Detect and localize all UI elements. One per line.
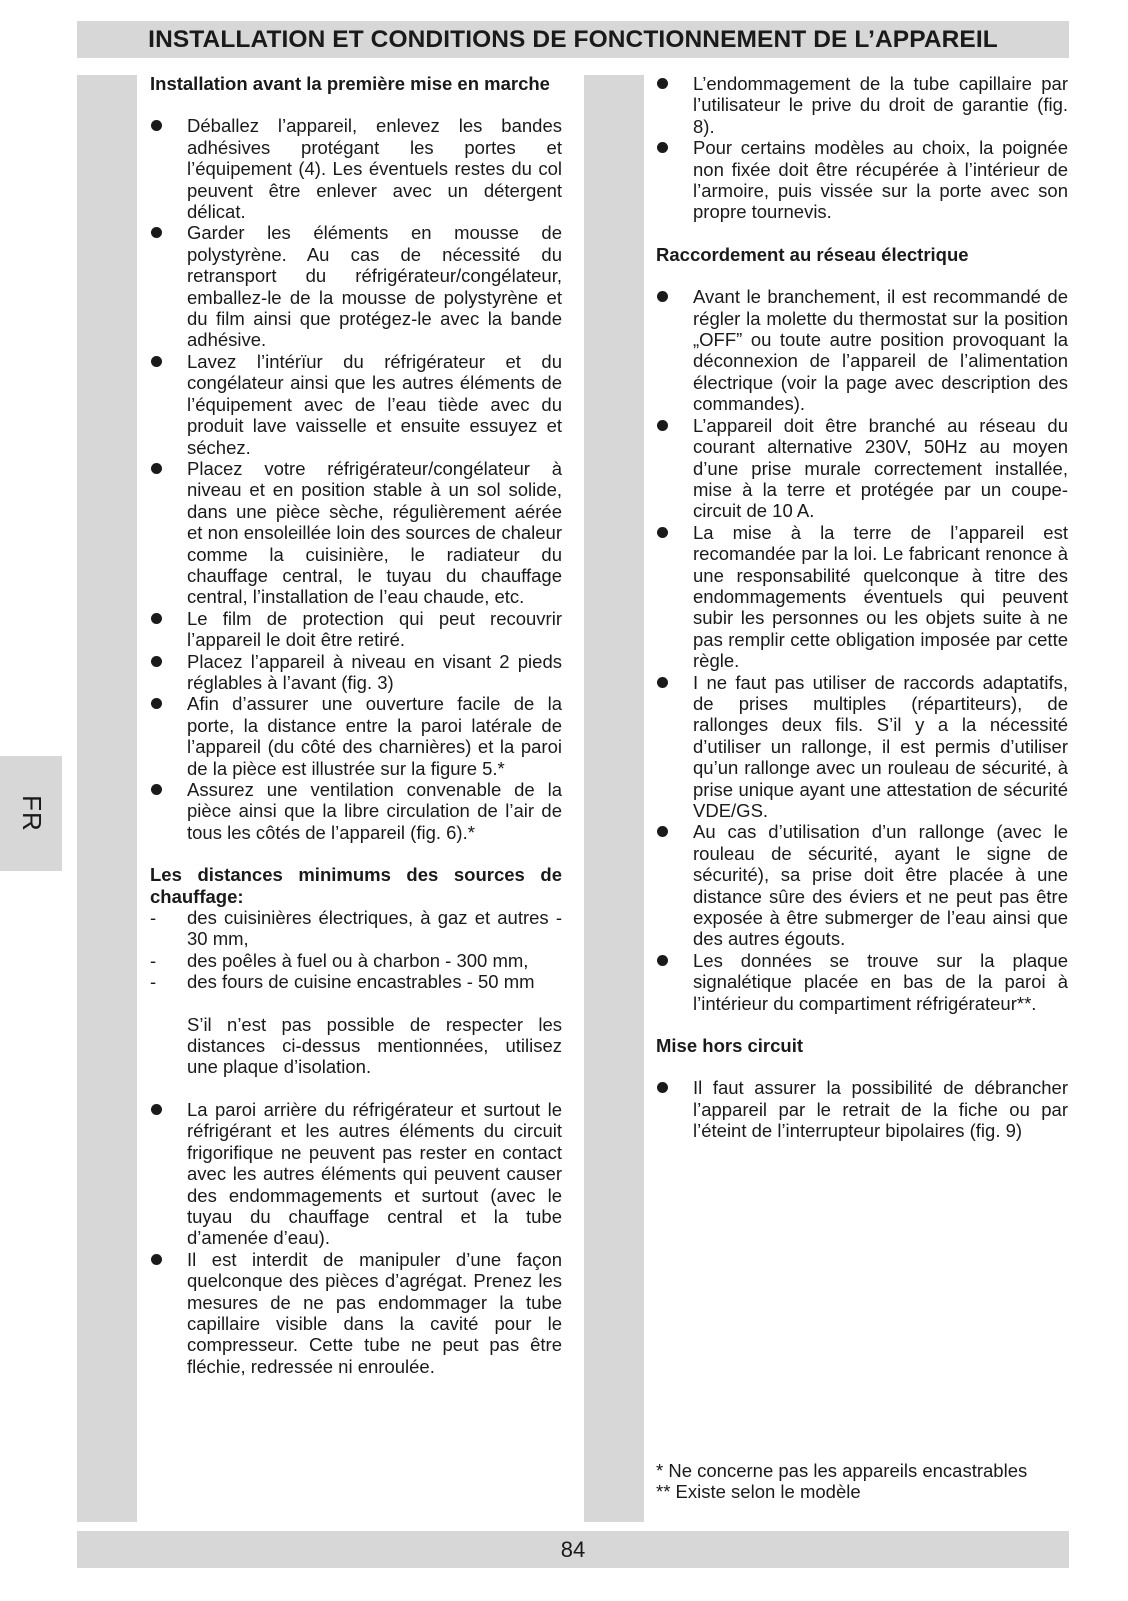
- bullet-icon: [657, 527, 668, 538]
- middle-margin-strip: [584, 75, 644, 1522]
- list-item: Au cas d’utilisation d’un rallonge (avec le rouleau de sécurité, ayant le signe de sécurité), sa prise doit être placée à une distance sûre des éviers et ne peut pas être exposée à être submerger de l’eau ainsi que des autres égouts.: [656, 821, 1068, 949]
- bullet-icon: [657, 420, 668, 431]
- dash-icon: -: [150, 971, 157, 993]
- bullet-icon: [151, 356, 162, 367]
- bullet-icon: [657, 955, 668, 966]
- dash-item: - des cuisinières électriques, à gaz et autres - 30 mm,: [150, 907, 562, 950]
- shutdown-list: [656, 1077, 1068, 1141]
- bullet-icon: [151, 1254, 162, 1265]
- list-item: L’appareil doit être branché au réseau du courant alternative 230V, 50Hz au moyen d’une prise murale correctement installée, mise à la terre et protégée par un coupe-circuit de 10 A.: [656, 415, 1068, 522]
- list-item: Placez l’appareil à niveau en visant 2 pieds réglables à l’avant (fig. 3): [150, 651, 562, 694]
- list-item: Avant le branchement, il est recommandé de régler la molette du thermostat sur la position „OFF” ou toute autre position provoquant la déconnexion de l’appareil de l’alimentation électrique (voir la page avec description des commandes).: [656, 286, 1068, 414]
- left-margin-strip: [77, 75, 137, 1522]
- list-item: Lavez l’intérïur du réfrigérateur et du congélateur ainsi que les autres éléments de l’équipement avec de l’eau tiède avec du produit lave vaisselle et ensuite essuyez et séchez.: [150, 351, 562, 458]
- list-item: Déballez l’appareil, enlevez les bandes adhésives protégant les portes et l’équipement (4). Les éventuels restes du col peuvent être enlever avec un détergent délicat.: [150, 115, 562, 222]
- list-item: Pour certains modèles au choix, la poignée non fixée doit être récupérée à l’intérieur de l’armoire, puis vissée sur la porte avec son propre tournevis.: [656, 137, 1068, 223]
- distances-list: [150, 907, 562, 993]
- bullet-icon: [657, 1082, 668, 1093]
- bullet-icon: [151, 120, 162, 131]
- section-heading-shutdown: Mise hors circuit: [656, 1035, 804, 1057]
- right-column: [656, 73, 1068, 1142]
- section-heading-electrical: Raccordement au réseau électrique: [656, 243, 969, 265]
- list-item: Il faut assurer la possibilité de débrancher l’appareil par le retrait de la fiche ou par l’éteint de l’interrupteur bipolaires (fig. 9): [656, 1077, 1068, 1141]
- list-item: Assurez une ventilation convenable de la pièce ainsi que la libre circulation de l’air de tous les côtés de l’appareil (fig. 6).*: [150, 779, 562, 843]
- list-item: Garder les éléments en mousse de polystyrène. Au cas de nécessité du retransport du réfrigérateur/congélateur, emballez-le de la mousse de polystyrène et du film ainsi que protégez-le avec la bande adhésive.: [150, 222, 562, 350]
- contact-list: [150, 1099, 562, 1377]
- footnote: ** Existe selon le modèle: [656, 1481, 861, 1503]
- bullet-icon: [151, 656, 162, 667]
- header-bar: [77, 21, 1069, 58]
- isolation-note: S’il n’est pas possible de respecter les distances ci-dessus mentionnées, utilisez une plaque d’isolation.: [187, 1013, 562, 1078]
- section-heading-distances: Les distances minimums des sources de chauffage:: [150, 864, 562, 907]
- bullet-icon: [151, 227, 162, 238]
- footnote: * Ne concerne pas les appareils encastrables: [656, 1460, 1028, 1481]
- footnotes: [656, 1460, 1068, 1503]
- dash-item: - des poêles à fuel ou à charbon - 300 mm,: [150, 949, 529, 971]
- list-item: La mise à la terre de l’appareil est recomandée par la loi. Le fabricant renonce à une responsabilité quelconque à titre des endommagements éventuels qui peuvent subir les personnes ou les objets suite à ne pas remplir cette obligation imposée par cette règle.: [656, 522, 1068, 672]
- section-heading-installation: Installation avant la première mise en marche: [150, 73, 550, 94]
- bullet-icon: [657, 78, 668, 89]
- installation-list: [150, 115, 562, 843]
- left-column: [150, 73, 562, 1377]
- language-label: FR: [16, 795, 47, 832]
- bullet-icon: [151, 698, 162, 709]
- language-tab: [0, 756, 62, 871]
- list-item: I ne faut pas utiliser de raccords adaptatifs, de prises multiples (répartiteurs), de rallonges deux fils. S’il y a la nécessité d’utiliser un rallonge, il est permis d’utiliser qu’un rallonge avec un rouleau de sécurité, à prise unique ayant une attestation de sécurité VDE/GS.: [656, 672, 1068, 822]
- bullet-icon: [151, 1104, 162, 1115]
- dash-icon: -: [150, 949, 157, 971]
- bullet-icon: [657, 826, 668, 837]
- list-item: Afin d’assurer une ouverture facile de la porte, la distance entre la paroi latérale de l’appareil (du côté des charnières) et la paroi de la pièce est illustrée sur la figure 5.*: [150, 693, 562, 779]
- bullet-icon: [657, 291, 668, 302]
- list-item: Il est interdit de manipuler d’une façon quelconque des pièces d’agrégat. Prenez les mesures de ne pas endommager la tube capillaire visible dans la cavité pour le compresseur. Cette tube ne peut pas être fléchie, redressée ni enroulée.: [150, 1249, 562, 1377]
- bullet-icon: [151, 613, 162, 624]
- list-item: Placez votre réfrigérateur/congélateur à niveau et en position stable à un sol solide, dans une pièce sèche, régulièrement aérée et non ensoleillée loin des sources de chaleur comme la cuisinière, le radiateur du chauffage central, le tuyau du chauffage central, l’installation de l’eau chaude, etc.: [150, 458, 562, 608]
- bullet-icon: [657, 142, 668, 153]
- electrical-list: [656, 286, 1068, 1014]
- bullet-icon: [657, 677, 668, 688]
- list-item: L’endommagement de la tube capillaire par l’utilisateur le prive du droit de garantie (fig. 8).: [656, 73, 1068, 137]
- dash-item: - des fours de cuisine encastrables - 50 mm: [150, 971, 535, 993]
- list-item: Les données se trouve sur la plaque signalétique placée en bas de la paroi à l’intérieur du compartiment réfrigérateur**.: [656, 950, 1068, 1014]
- bullet-icon: [151, 784, 162, 795]
- dash-icon: -: [150, 907, 157, 929]
- bullet-icon: [151, 463, 162, 474]
- list-item: Le film de protection qui peut recouvrir l’appareil le doit être retiré.: [150, 608, 562, 651]
- capillary-list: [656, 73, 1068, 223]
- list-item: La paroi arrière du réfrigérateur et surtout le réfrigérant et les autres éléments du circuit frigorifique ne peuvent pas rester en contact avec les autres éléments qui peuvent causer des endommagements et surtout (avec le tuyau du chauffage central et la tube d’amenée d’eau).: [150, 1099, 562, 1249]
- page-number: 84: [560, 1536, 586, 1562]
- footer-bar: [77, 1531, 1069, 1568]
- page-title: INSTALLATION ET CONDITIONS DE FONCTIONNEMENT DE L’APPAREIL: [148, 25, 998, 53]
